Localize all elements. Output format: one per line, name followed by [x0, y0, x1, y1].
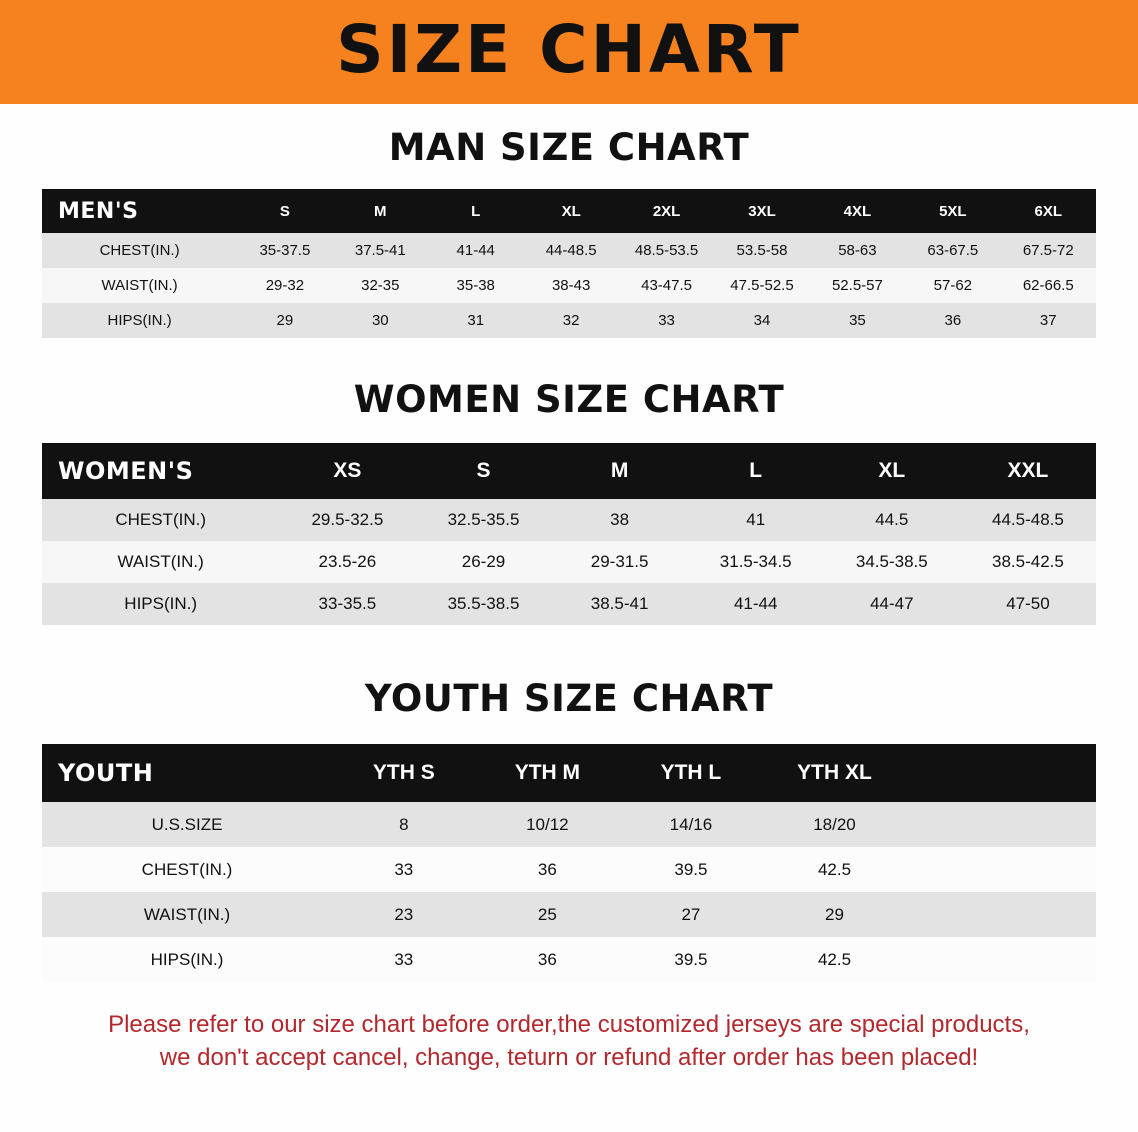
- youth-cell-1-0: 33: [394, 859, 414, 879]
- table-row: [42, 541, 1096, 583]
- youth-section-heading: YOUTH SIZE CHART: [364, 677, 774, 720]
- women-cell-2-4: 44-47: [870, 594, 914, 613]
- youth-table-wrapper: [42, 744, 1096, 982]
- men-cell-1-3: 38-43: [551, 277, 591, 294]
- women-col-3: L: [749, 459, 763, 482]
- men-cell-1-6: 52.5-57: [831, 277, 883, 294]
- men-col-8: 6XL: [1034, 202, 1063, 220]
- women-cell-2-1: 35.5-38.5: [447, 594, 520, 613]
- women-cell-2-0: 33-35.5: [318, 594, 377, 613]
- youth-row-0-label: U.S.SIZE: [151, 814, 223, 834]
- men-corner-label: MEN'S: [58, 198, 139, 224]
- men-cell-1-0: 29-32: [265, 277, 305, 294]
- men-cell-2-6: 35: [849, 312, 866, 329]
- women-cell-1-3: 31.5-34.5: [719, 552, 792, 571]
- man-table-wrapper: [42, 189, 1096, 338]
- men-cell-1-8: 62-66.5: [1022, 277, 1074, 294]
- men-cell-0-3: 44-48.5: [545, 242, 597, 259]
- men-col-4: 2XL: [652, 202, 681, 220]
- women-cell-2-2: 38.5-41: [590, 594, 649, 613]
- men-cell-1-2: 35-38: [456, 277, 495, 294]
- women-cell-1-5: 38.5-42.5: [992, 552, 1064, 571]
- men-size-table: [42, 189, 1096, 338]
- table-row: [42, 937, 1096, 982]
- policy-note: [40, 1008, 1098, 1074]
- men-cell-2-0: 29: [276, 312, 294, 329]
- men-row-0-label: CHEST(IN.): [99, 242, 180, 259]
- women-cell-0-2: 38: [610, 510, 630, 529]
- women-table-body: [42, 499, 1096, 625]
- men-col-7: 5XL: [939, 202, 967, 220]
- men-col-5: 3XL: [748, 202, 776, 220]
- youth-col-0: YTH S: [372, 761, 435, 784]
- banner: [0, 0, 1138, 104]
- women-cell-0-3: 41: [746, 510, 766, 529]
- youth-row-1-label: CHEST(IN.): [141, 859, 233, 879]
- youth-col-1: YTH M: [514, 761, 581, 784]
- women-cell-0-4: 44.5: [875, 510, 909, 529]
- youth-col-spacer: [906, 744, 1096, 802]
- men-cell-0-0: 35-37.5: [259, 242, 311, 259]
- youth-cell-2-3: 29: [825, 904, 844, 924]
- youth-cell-0-1: 10/12: [526, 814, 569, 834]
- youth-cell-3-0: 33: [394, 949, 414, 969]
- women-table-wrapper: [42, 443, 1096, 625]
- men-cell-2-8: 37: [1039, 312, 1057, 329]
- women-cell-1-4: 34.5-38.5: [855, 552, 928, 571]
- women-row-1-label: WAIST(IN.): [117, 552, 204, 571]
- policy-note-line-1: Please refer to our size chart before order,the customized jerseys are special products,: [108, 1011, 1030, 1038]
- table-header-row: [42, 744, 1096, 802]
- youth-cell-2-2: 27: [681, 904, 701, 924]
- table-row: [42, 583, 1096, 625]
- men-cell-0-8: 67.5-72: [1022, 242, 1074, 259]
- table-row: [42, 499, 1096, 541]
- men-col-2: L: [471, 202, 481, 220]
- men-cell-2-2: 31: [467, 312, 485, 329]
- youth-col-3: YTH XL: [797, 761, 872, 784]
- men-row-2-label: HIPS(IN.): [107, 312, 172, 329]
- men-col-1: M: [374, 202, 387, 220]
- men-cell-1-7: 57-62: [933, 277, 973, 294]
- men-cell-2-5: 34: [753, 312, 771, 329]
- men-cell-2-1: 30: [371, 312, 389, 329]
- women-cell-2-5: 47-50: [1006, 594, 1050, 613]
- table-row: [42, 802, 1096, 847]
- youth-row-2-label: WAIST(IN.): [143, 904, 231, 924]
- women-cell-0-1: 32.5-35.5: [447, 510, 520, 529]
- youth-cell-2-spacer: [906, 892, 1096, 937]
- youth-cell-2-1: 25: [537, 904, 557, 924]
- men-cell-2-3: 32: [562, 312, 580, 329]
- youth-cell-2-0: 23: [394, 904, 414, 924]
- women-section-heading: WOMEN SIZE CHART: [353, 378, 785, 421]
- men-cell-0-6: 58-63: [838, 242, 877, 259]
- table-row: [42, 268, 1096, 303]
- youth-cell-0-2: 14/16: [669, 814, 713, 834]
- youth-cell-1-3: 42.5: [817, 859, 852, 879]
- table-row: [42, 233, 1096, 268]
- women-col-0: XS: [333, 459, 362, 482]
- women-cell-1-2: 29-31.5: [590, 552, 649, 571]
- policy-note-line-2: we don't accept cancel, change, teturn or refund after order has been placed!: [159, 1044, 979, 1072]
- women-col-1: S: [476, 459, 491, 482]
- table-row: [42, 847, 1096, 892]
- women-cell-2-3: 41-44: [733, 594, 778, 613]
- youth-cell-1-spacer: [906, 847, 1096, 892]
- women-col-4: XL: [878, 459, 906, 482]
- youth-table-header: [42, 744, 1096, 802]
- men-cell-0-1: 37.5-41: [354, 242, 406, 259]
- men-cell-0-5: 53.5-58: [736, 242, 788, 259]
- table-row: [42, 892, 1096, 937]
- youth-cell-0-0: 8: [399, 814, 409, 834]
- women-cell-0-0: 29.5-32.5: [311, 510, 384, 529]
- women-col-2: M: [610, 459, 629, 482]
- women-col-5: XXL: [1007, 459, 1049, 482]
- youth-cell-1-2: 39.5: [674, 859, 708, 879]
- women-table-header: [42, 443, 1096, 499]
- youth-cell-3-3: 42.5: [817, 949, 852, 969]
- youth-cell-0-spacer: [906, 802, 1096, 847]
- men-cell-0-2: 41-44: [456, 242, 495, 259]
- youth-table-body: [42, 802, 1096, 982]
- men-col-3: XL: [561, 202, 581, 220]
- women-cell-0-5: 44.5-48.5: [992, 510, 1064, 529]
- women-size-table: [42, 443, 1096, 625]
- youth-size-table: [42, 744, 1096, 982]
- men-col-6: 4XL: [843, 202, 872, 220]
- men-cell-2-7: 36: [944, 312, 962, 329]
- man-section-heading: MAN SIZE CHART: [388, 126, 750, 169]
- men-table-header: [42, 189, 1096, 233]
- men-cell-2-4: 33: [658, 312, 675, 329]
- men-col-0: S: [279, 202, 290, 220]
- men-table-body: [42, 233, 1096, 338]
- table-header-row: [42, 189, 1096, 233]
- men-row-1-label: WAIST(IN.): [101, 277, 178, 294]
- men-cell-1-4: 43-47.5: [641, 277, 692, 294]
- women-cell-1-1: 26-29: [461, 552, 506, 571]
- youth-cell-1-1: 36: [537, 859, 557, 879]
- youth-row-3-label: HIPS(IN.): [150, 949, 224, 969]
- men-cell-0-7: 63-67.5: [927, 242, 979, 259]
- men-cell-1-1: 32-35: [361, 277, 400, 294]
- table-header-row: [42, 443, 1096, 499]
- women-corner-label: WOMEN'S: [58, 457, 194, 485]
- women-cell-1-0: 23.5-26: [318, 552, 377, 571]
- youth-cell-3-1: 36: [537, 949, 557, 969]
- youth-cell-3-2: 39.5: [674, 949, 708, 969]
- women-row-0-label: CHEST(IN.): [115, 510, 206, 529]
- table-row: [42, 303, 1096, 338]
- youth-col-2: YTH L: [660, 761, 722, 784]
- men-cell-0-4: 48.5-53.5: [634, 242, 699, 259]
- youth-cell-0-3: 18/20: [813, 814, 856, 834]
- banner-title: SIZE CHART: [336, 11, 802, 88]
- men-cell-1-5: 47.5-52.5: [730, 277, 794, 294]
- women-row-2-label: HIPS(IN.): [124, 594, 198, 613]
- youth-corner-label: YOUTH: [58, 759, 154, 787]
- youth-cell-3-spacer: [906, 937, 1096, 982]
